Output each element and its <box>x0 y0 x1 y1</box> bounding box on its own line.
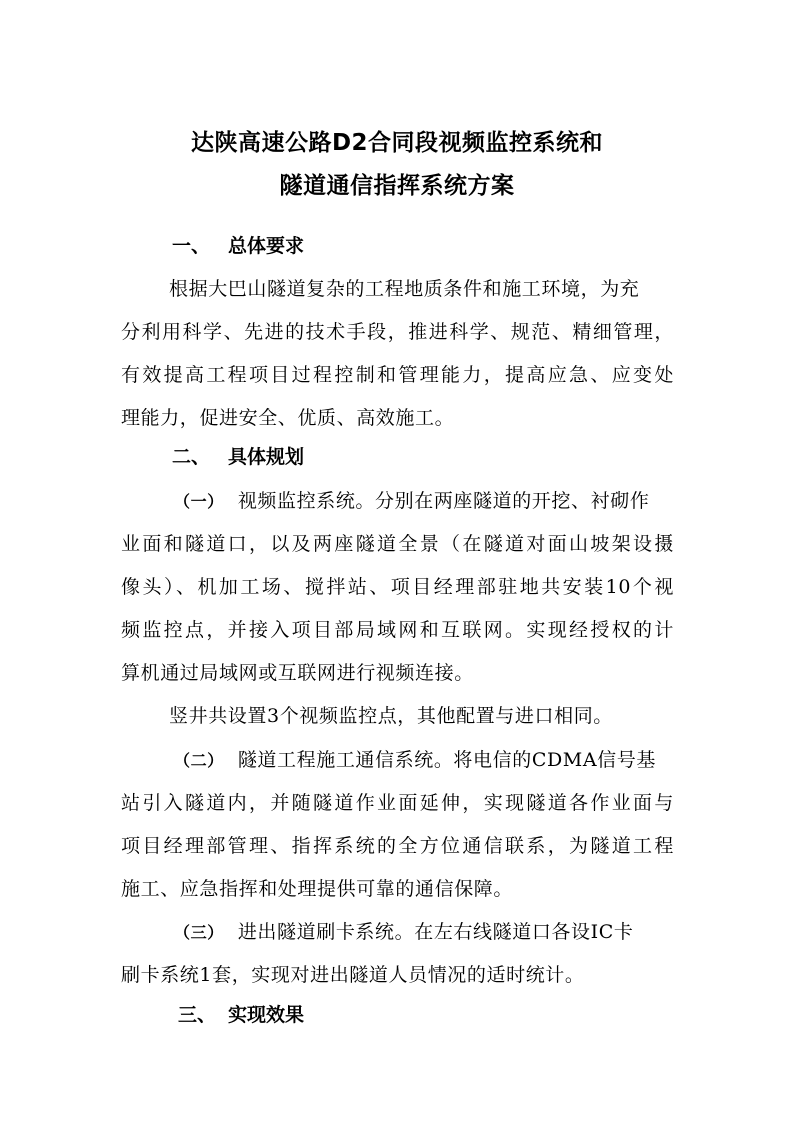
paragraph-line: 项目经理部管理、指挥系统的全方位通信联系，为隧道工程 <box>121 835 674 857</box>
subsection-label: （一） <box>174 492 224 511</box>
paragraph-line: 业面和隧道口，以及两座隧道全景（在隧道对面山坡架设摄 <box>121 533 674 555</box>
paragraph-line: 频监控点，并接入项目部局域网和互联网。实现经授权的计 <box>121 619 674 641</box>
paragraph-line: 站引入隧道内，并随隧道作业面延伸，实现隧道各作业面与 <box>121 792 674 814</box>
section-title: 总体要求 <box>228 235 305 257</box>
document-title-line-1: 达陕高速公路D2合同段视频监控系统和 <box>190 130 604 156</box>
subsection-label: （二） <box>174 751 224 770</box>
section-heading-specific-planning <box>172 442 304 469</box>
paragraph-line: 根据大巴山隧道复杂的工程地质条件和施工环境，为充 <box>169 278 640 300</box>
paragraph-line: 施工、应急指挥和处理提供可靠的通信保障。 <box>121 878 514 900</box>
document-title-line-2: 隧道通信指挥系统方案 <box>279 173 515 199</box>
paragraph-line: 分利用科学、先进的技术手段，推进科学、规范、精细管理， <box>121 321 674 343</box>
paragraph-line: 算机通过局域网或互联网进行视频连接。 <box>121 662 474 684</box>
subsection-item-2-first-line <box>174 745 656 772</box>
section-number: 三、 <box>178 1004 217 1026</box>
section-heading-overall-requirements <box>172 231 304 258</box>
section-heading-implementation-results <box>178 1000 304 1027</box>
section-number: 二、 <box>172 446 211 468</box>
paragraph-line: 有效提高工程项目过程控制和管理能力，提高应急、应变处 <box>121 364 674 386</box>
section-title: 具体规划 <box>228 446 305 468</box>
subsection-text: 隧道工程施工通信系统。将电信的CDMA信号基 <box>237 749 656 771</box>
subsection-item-3-first-line <box>174 917 633 944</box>
paragraph-line: 像头）、机加工场、搅拌站、项目经理部驻地共安装10个视 <box>121 576 674 598</box>
paragraph-line: 刷卡系统1套，实现对进出隧道人员情况的适时统计。 <box>121 964 585 986</box>
subsection-text: 视频监控系统。分别在两座隧道的开挖、衬砌作 <box>237 490 650 512</box>
subsection-label: （三） <box>174 923 224 942</box>
section-title: 实现效果 <box>228 1004 305 1026</box>
section-number: 一、 <box>172 235 211 257</box>
subsection-text: 进出隧道刷卡系统。在左右线隧道口各设IC卡 <box>237 921 634 943</box>
paragraph-line: 竖井共设置3个视频监控点，其他配置与进口相同。 <box>169 705 613 727</box>
subsection-item-1-first-line <box>174 486 649 513</box>
paragraph-line: 理能力，促进安全、优质、高效施工。 <box>121 407 455 429</box>
